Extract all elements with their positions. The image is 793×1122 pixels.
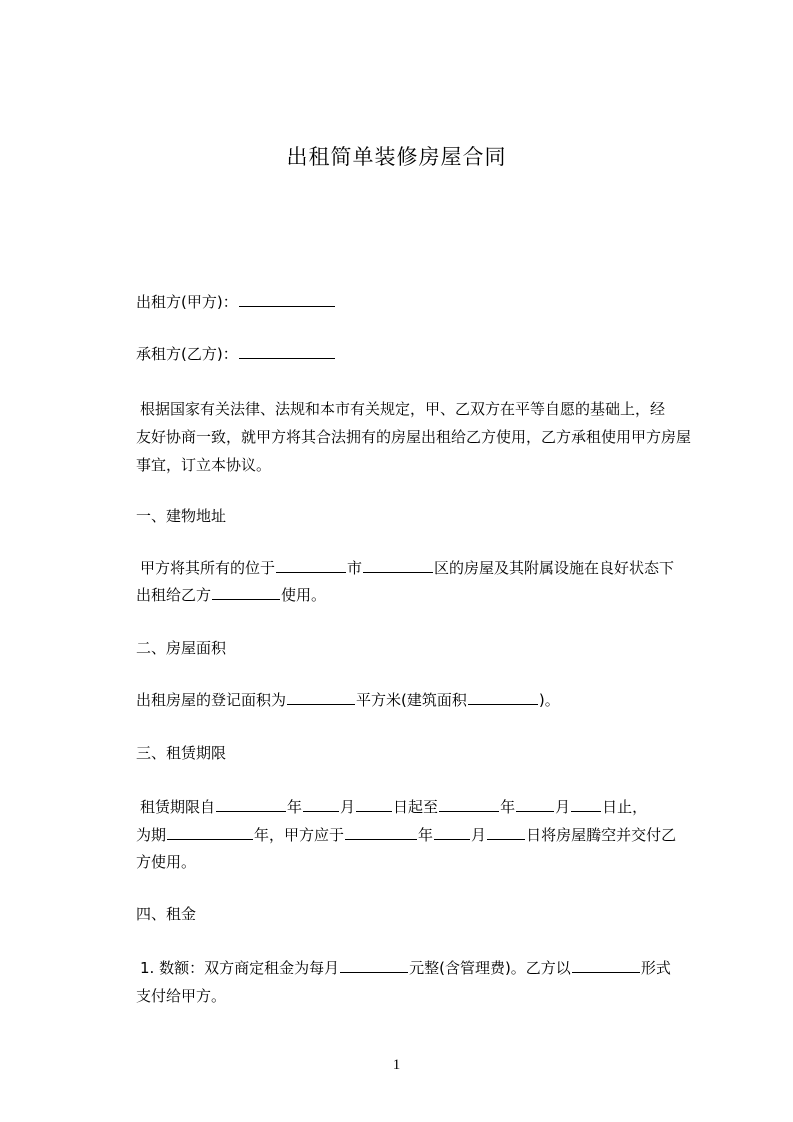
section-2-line-1 [136, 689, 726, 711]
text: 出租给乙方 [136, 586, 212, 604]
text: 月 [555, 798, 571, 816]
rent-amount-blank [340, 957, 408, 973]
section-3-line-2 [136, 824, 726, 846]
handover-day-blank [487, 824, 525, 840]
text: 使用。 [281, 586, 327, 604]
text: )。 [538, 691, 560, 709]
text: 形式 [640, 959, 671, 977]
section-1-line-1 [140, 557, 730, 579]
section-4-line-2: 支付给甲方。 [136, 987, 227, 1005]
district-blank [363, 557, 433, 573]
text: 为期 [136, 826, 167, 844]
handover-year-blank [345, 824, 417, 840]
text: 日将房屋腾空并交付乙 [526, 826, 677, 844]
text: 出租房屋的登记面积为 [136, 691, 287, 709]
text: 年 [418, 826, 434, 844]
text: 日止， [602, 798, 648, 816]
handover-month-blank [434, 824, 470, 840]
text: 元整(含管理费)。乙方以 [409, 959, 571, 977]
lessee-blank [239, 343, 335, 359]
text: 租赁期限自 [140, 798, 216, 816]
text: 日起至 [393, 798, 439, 816]
term-years-blank [167, 824, 253, 840]
section-4-line-1 [140, 957, 730, 979]
lessor-blank [239, 291, 335, 307]
text: 市 [347, 559, 363, 577]
page-title: 出租简单装修房屋合同 [286, 145, 507, 169]
start-year-blank [216, 796, 286, 812]
section-2-heading: 二、房屋面积 [136, 639, 227, 657]
end-year-blank [439, 796, 499, 812]
text: 平方米(建筑面积 [356, 691, 467, 709]
text: 1. 数额：双方商定租金为每月 [140, 959, 340, 977]
section-3-line-1 [140, 796, 730, 818]
lessor-line [136, 291, 726, 313]
text: 月 [471, 826, 487, 844]
area-blank [287, 689, 355, 705]
section-4-heading: 四、租金 [136, 905, 197, 923]
end-day-blank [571, 796, 601, 812]
text: 年 [287, 798, 303, 816]
lessee-line [136, 343, 726, 365]
lessor-label: 出租方(甲方)： [136, 293, 238, 311]
usage-blank [212, 584, 280, 600]
section-1-heading: 一、建物地址 [136, 507, 227, 525]
text: 月 [340, 798, 356, 816]
intro-line-3: 事宜，订立本协议。 [136, 456, 272, 474]
text: 甲方将其所有的位于 [140, 559, 276, 577]
intro-line-1: 根据国家有关法律、法规和本市有关规定，甲、乙双方在平等自愿的基础上，经 [140, 400, 666, 418]
payment-form-blank [572, 957, 640, 973]
start-day-blank [356, 796, 392, 812]
lessee-label: 承租方(乙方)： [136, 345, 238, 363]
section-3-heading: 三、租赁期限 [136, 744, 227, 762]
text: 年 [500, 798, 516, 816]
intro-line-2: 友好协商一致，就甲方将其合法拥有的房屋出租给乙方使用，乙方承租使用甲方房屋 [136, 428, 692, 446]
section-3-line-3: 方使用。 [136, 853, 197, 871]
page-number: 1 [392, 1057, 401, 1073]
text: 区的房屋及其附属设施在良好状态下 [434, 559, 675, 577]
start-month-blank [303, 796, 339, 812]
section-1-line-2 [136, 584, 726, 606]
city-blank [276, 557, 346, 573]
end-month-blank [516, 796, 554, 812]
building-area-blank [468, 689, 538, 705]
text: 年，甲方应于 [254, 826, 345, 844]
